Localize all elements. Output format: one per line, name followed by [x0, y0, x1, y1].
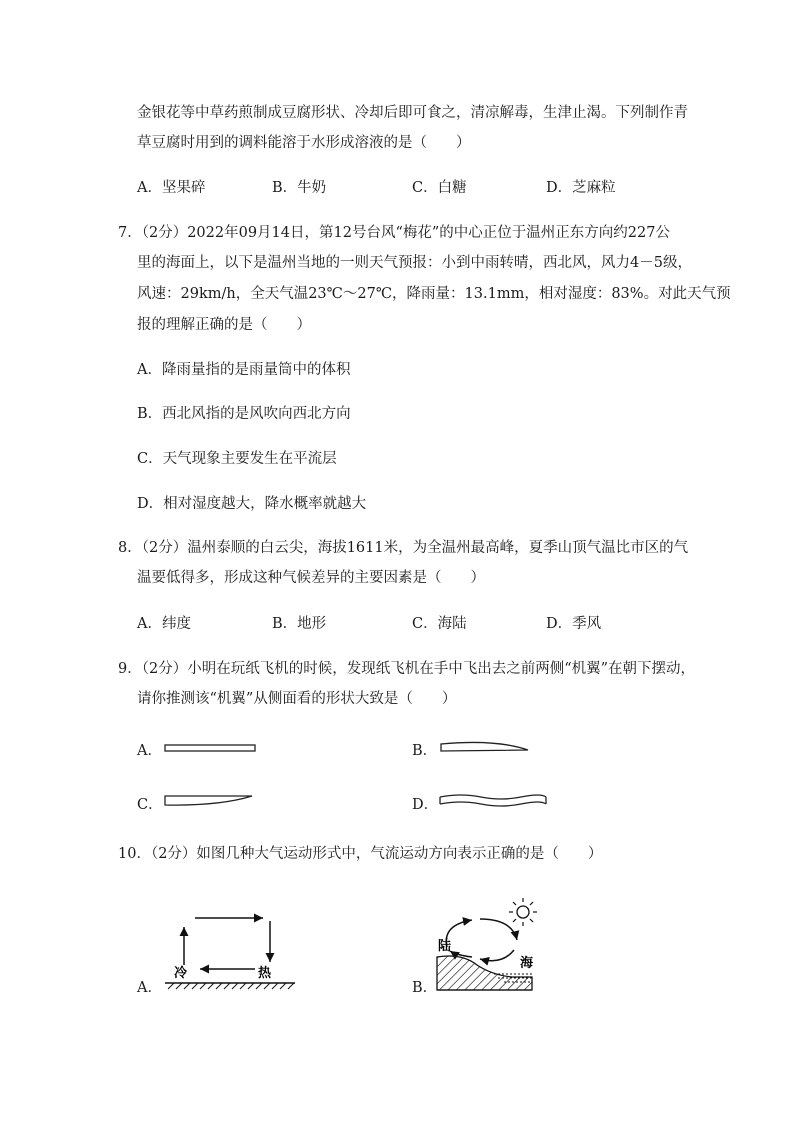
q9-line-2: 请你推测该“机翼”从侧面看的形状大致是（ ） — [137, 691, 457, 707]
q7-line-2: 里的海面上，以下是温州当地的一则天气预报：小到中雨转晴，西北风，风力4－5级， — [137, 255, 692, 271]
q7-option-b: B．西北风指的是风吹向西北方向 — [137, 406, 351, 422]
q7-line-1: 7．（2分）2022年09月14日，第12号台风“梅花”的中心正位于温州正东方向约227公 — [118, 225, 670, 241]
q8-option-c: C．海陆 — [412, 616, 467, 632]
wing-curved-top-shape — [436, 738, 536, 756]
wing-flat-shape — [160, 742, 260, 756]
q9-option-c: C． — [137, 797, 163, 813]
sun-icon — [517, 906, 529, 918]
q9-option-a: A． — [137, 743, 162, 759]
q6-option-a: A．坚果碎 — [137, 180, 206, 196]
sea-land-breeze-diagram-b — [432, 895, 542, 995]
wing-wavy-shape — [436, 792, 551, 810]
q8-option-b: B．地形 — [272, 616, 327, 632]
q7-line-4: 报的理解正确的是（ ） — [137, 317, 311, 333]
q10-option-b: B． — [412, 980, 438, 996]
sea-label: 海 — [520, 956, 534, 971]
q7-option-c: C．天气现象主要发生在平流层 — [137, 451, 337, 467]
q7-option-d: D．相对湿度越大，降水概率就越大 — [137, 496, 367, 512]
q8-line-2: 温要低得多，形成这种气候差异的主要因素是（ ） — [137, 570, 485, 586]
q10-line-1: 10．（2分）如图几种大气运动形式中，气流运动方向表示正确的是（ ） — [118, 846, 603, 862]
cold-label: 冷 — [174, 966, 188, 981]
q9-line-1: 9．（2分）小明在玩纸飞机的时候，发现纸飞机在手中飞出去之前两侧“机翼”在朝下摆动， — [118, 661, 696, 677]
q6-option-b: B．牛奶 — [272, 180, 327, 196]
q7-line-3: 风速：29km/h，全天气温23℃～27℃，降雨量：13.1mm，相对湿度：83%。对此天气预 — [137, 286, 731, 302]
q10-option-a: A． — [137, 980, 162, 996]
q9-option-d: D． — [412, 797, 439, 813]
q8-line-1: 8．（2分）温州泰顺的白云尖，海拔1611米，为全温州最高峰，夏季山顶气温比市区的气 — [118, 540, 689, 556]
land-label: 陆 — [438, 939, 452, 954]
q6-line-2: 草豆腐时用到的调料能溶于水形成溶液的是（ ） — [137, 135, 471, 151]
q8-option-d: D．季风 — [546, 616, 602, 632]
q8-option-a: A．纬度 — [137, 616, 191, 632]
q6-option-c: C．白糖 — [412, 180, 467, 196]
wing-curved-bottom-shape — [160, 792, 260, 810]
hot-label: 热 — [258, 966, 272, 981]
q6-option-d: D．芝麻粒 — [546, 180, 616, 196]
convection-diagram-a — [160, 905, 300, 995]
q7-option-a: A．降雨量指的是雨量筒中的体积 — [137, 362, 351, 378]
q9-option-b: B． — [412, 743, 438, 759]
q6-line-1: 金银花等中草药煎制成豆腐形状、冷却后即可食之，清凉解毒，生津止渴。下列制作青 — [137, 105, 688, 121]
